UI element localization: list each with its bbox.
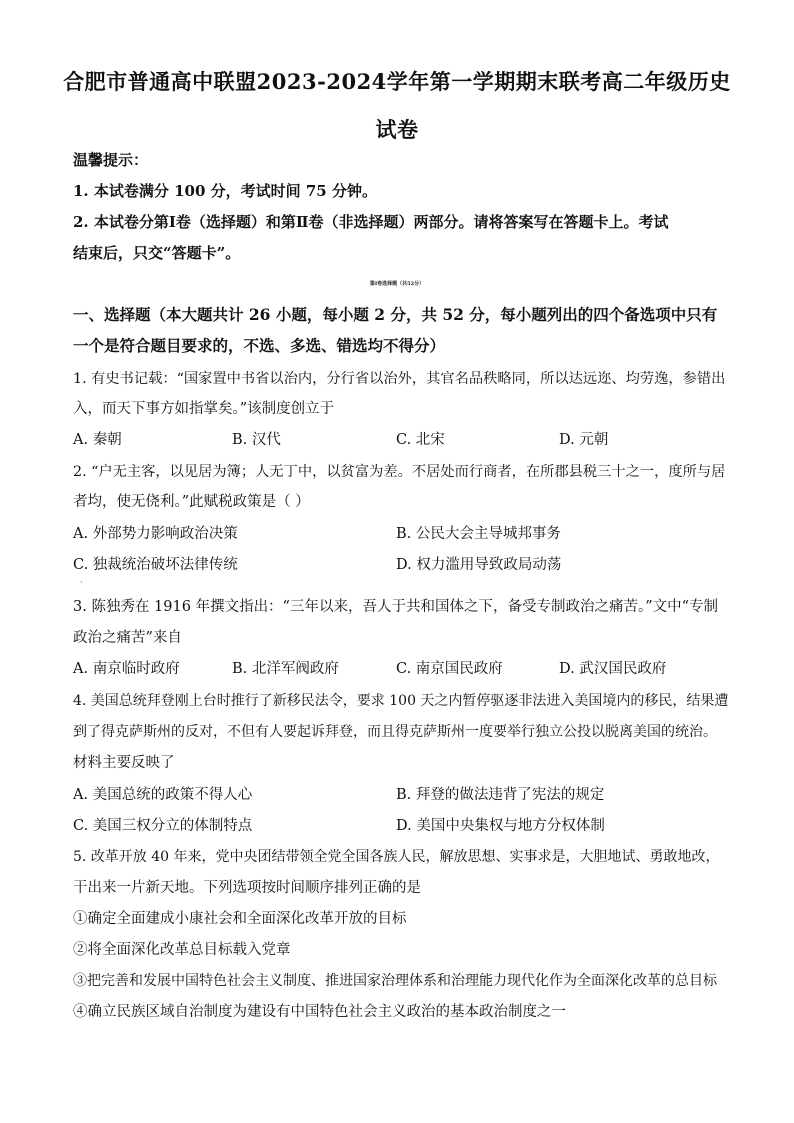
question-5-item-1: ①确定全面建成小康社会和全面深化改革开放的目标 xyxy=(73,911,407,927)
exam-title-line2: 试卷 xyxy=(375,117,419,142)
question-3-option-b: B. 北洋军阀政府 xyxy=(232,661,339,677)
question-1-option-a: A. 秦朝 xyxy=(73,432,122,448)
question-1-option-c: C. 北宋 xyxy=(396,432,445,448)
question-4-stem-line2: 到了得克萨斯州的反对，不但有人要起诉拜登，而且得克萨斯州一度要举行独立公投以脱离美国的统治。 xyxy=(73,724,717,740)
question-4-option-a: A. 美国总统的政策不得人心 xyxy=(73,787,253,803)
question-5-item-2: ②将全面深化改革总目标载入党章 xyxy=(73,942,291,958)
question-3-option-a: A. 南京临时政府 xyxy=(73,661,180,677)
part-instructions-line1: 一、选择题（本大题共计 26 小题，每小题 2 分，共 52 分，每小题列出的四个备选项中只有 xyxy=(73,305,718,324)
question-5-item-3: ③把完善和发展中国特色社会主义制度、推进国家治理体系和治理能力现代化作为全面深化改革的总目标 xyxy=(73,973,717,989)
question-5-item-4: ④确立民族区域自治制度为建设有中国特色社会主义政治的基本政治制度之一 xyxy=(73,1004,566,1020)
question-1-stem-line2: 入，而天下事方如指掌矣。”该制度创立于 xyxy=(73,401,335,417)
question-5-stem-line2: 干出来一片新天地。下列选项按时间顺序排列正确的是 xyxy=(73,880,421,896)
question-4-option-b: B. 拜登的做法违背了宪法的规定 xyxy=(396,787,605,803)
question-3-option-c: C. 南京国民政府 xyxy=(396,661,503,677)
question-3-option-d: D. 武汉国民政府 xyxy=(559,661,667,677)
part-instructions-line2: 一个是符合题目要求的，不选、多选、错选均不得分） xyxy=(73,336,446,355)
section-title: 第Ⅰ卷选择题（共52分） xyxy=(369,281,425,287)
question-2-option-c: C. 独裁统治破坏法律传统 xyxy=(73,557,238,573)
question-2-stem-line2: 者均，使无侥利。”此赋税政策是（ ） xyxy=(73,494,310,510)
question-4-option-c: C. 美国三权分立的体制特点 xyxy=(73,818,253,834)
exam-title-line1: 合肥市普通高中联盟2023-2024学年第一学期期末联考高二年级历史 xyxy=(63,69,731,94)
question-2-stem-line1: 2. “户无主客，以见居为簿；人无丁中，以贫富为差。不居处而行商者，在所郡县税三十之一，度所与居 xyxy=(73,464,726,480)
question-4-stem-line1: 4. 美国总统拜登刚上台时推行了新移民法令，要求 100 天之内暂停驱逐非法进入美国境内的移民，结果遭 xyxy=(73,693,729,709)
stray-mark: · xyxy=(80,578,83,587)
notice-item-2-line2: 结束后，只交“答题卡”。 xyxy=(73,244,241,262)
question-3-stem-line2: 政治之痛苦”来自 xyxy=(73,630,182,646)
question-1-option-b: B. 汉代 xyxy=(232,432,281,448)
question-2-option-b: B. 公民大会主导城邦事务 xyxy=(396,526,561,542)
question-4-stem-line3: 材料主要反映了 xyxy=(73,755,175,771)
notice-item-1: 1. 本试卷满分 100 分，考试时间 75 分钟。 xyxy=(73,182,377,200)
question-3-stem-line1: 3. 陈独秀在 1916 年撰文指出：“三年以来，吾人于共和国体之下，备受专制政治之痛苦。”文中“专制 xyxy=(73,599,719,615)
question-2-option-d: D. 权力滥用导致政局动荡 xyxy=(396,557,562,573)
question-2-option-a: A. 外部势力影响政治决策 xyxy=(73,526,238,542)
notice-item-2-line1: 2. 本试卷分第Ⅰ卷（选择题）和第Ⅱ卷（非选择题）两部分。请将答案写在答题卡上。考试 xyxy=(73,213,669,231)
question-4-option-d: D. 美国中央集权与地方分权体制 xyxy=(396,818,605,834)
question-1-stem-line1: 1. 有史书记载：“国家置中书省以治内，分行省以治外，其官名品秩略同，所以达远迩、均劳逸，参错出 xyxy=(73,371,726,387)
question-5-stem-line1: 5. 改革开放 40 年来，党中央团结带领全党全国各族人民，解放思想、实事求是，大胆地试、勇敢地改， xyxy=(73,849,720,865)
question-1-option-d: D. 元朝 xyxy=(559,432,609,448)
notice-heading: 温馨提示： xyxy=(73,151,149,169)
